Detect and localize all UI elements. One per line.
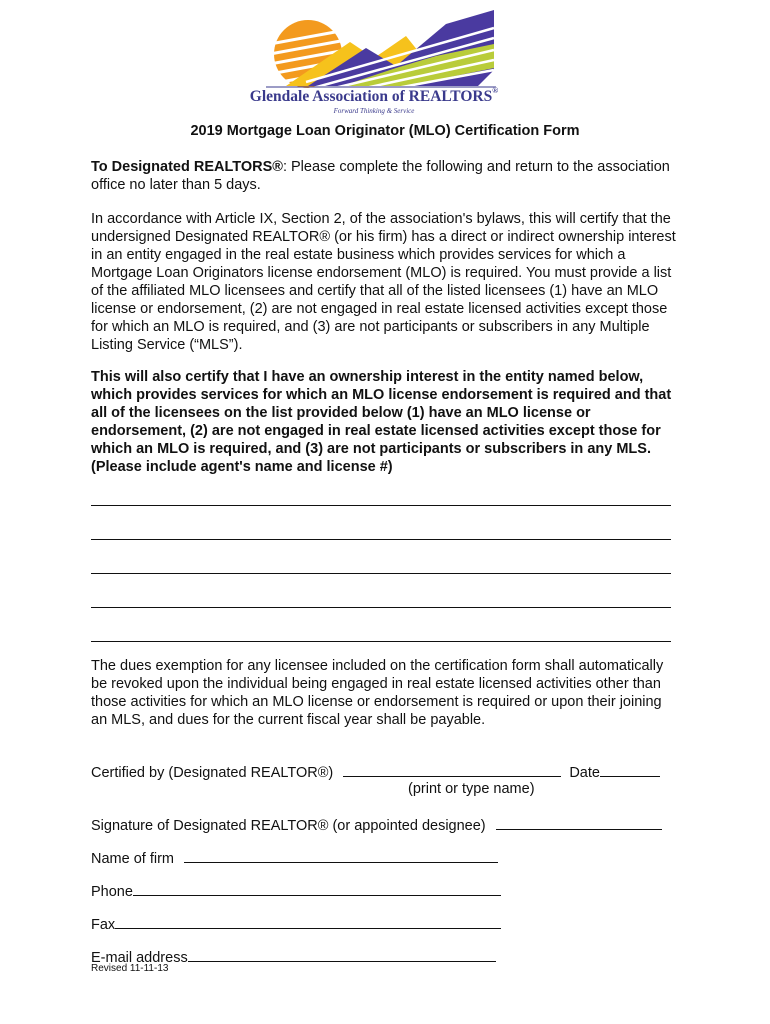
licensee-line[interactable] [91,573,671,574]
sunrise-mountains-icon [246,8,502,90]
bylaws-paragraph: In accordance with Article IX, Section 2, of the association's bylaws, this will certify that the undersigned Designated REALTOR® (or his firm) has a direct or indirect ownership interest in an entity engaged in the real estate business which provides services for which a Mortgage Loan Originators license endorsement (MLO) is required. You must provide a list of the affiliated MLO licensees and certify that all of the listed licensees (1) have an MLO license or endorsement, (2) are not engaged in real estate licensed activities except those for which an MLO is required, and (3) are not participants or subscribers in any Multiple Listing Service (“MLS”). [91,211,676,353]
fax-label: Fax [91,917,116,933]
certified-by-label: Certified by (Designated REALTOR®) [91,765,334,781]
signature-label: Signature of Designated REALTOR® (or appointed designee) [91,818,486,834]
phone-field[interactable] [133,881,501,896]
certified-by-field[interactable] [343,762,561,777]
signature-row [91,815,662,834]
ownership-certification-paragraph: This will also certify that I have an ownership interest in the entity named below, which provides services for which an MLO license endorsement is required and that all of the licensees on the list provided below (1) have an MLO license or endorsement, (2) are not engaged in real estate licensed activities except those for which an MLO is required, and (3) are not participants or subscribers in any MLS. (Please include agent's name and license #) [91,369,672,475]
phone-label: Phone [91,884,133,900]
signature-field[interactable] [496,815,662,830]
form-title: 2019 Mortgage Loan Originator (MLO) Certification Form [190,123,580,139]
firm-field[interactable] [184,848,498,863]
dues-exemption-paragraph: The dues exemption for any licensee included on the certification form shall automatically be revoked upon the individual being engaged in real estate licensed activities other than those activities for which an MLO license or endorsement is required or upon their joining an MLS, and dues for the current fiscal year shall be payable. [91,658,664,728]
association-logo [246,8,502,120]
firm-row [91,848,498,867]
print-name-hint: (print or type name) [408,781,535,797]
revision-date: Revised 11-11-13 [91,963,169,974]
organization-name: Glendale Association of REALTORS® [249,86,499,105]
fax-field[interactable] [115,914,501,929]
licensee-line[interactable] [91,641,671,642]
firm-label: Name of firm [91,851,174,867]
phone-row [91,881,501,900]
licensee-line[interactable] [91,505,671,506]
intro-instructions: : Please complete the following and return to the association office no later than 5 days. [91,159,670,193]
intro-paragraph [91,158,681,194]
date-label: Date [569,765,600,781]
licensee-list [91,505,671,675]
fax-row [91,914,501,933]
certified-by-row [91,762,660,781]
licensee-line[interactable] [91,539,671,540]
date-field[interactable] [600,762,660,777]
licensee-line[interactable] [91,607,671,608]
organization-tagline: Forward Thinking & Service [333,107,415,115]
intro-recipient: To Designated REALTORS® [91,159,283,175]
email-field[interactable] [188,947,496,962]
email-label: E-mail address [91,950,188,966]
